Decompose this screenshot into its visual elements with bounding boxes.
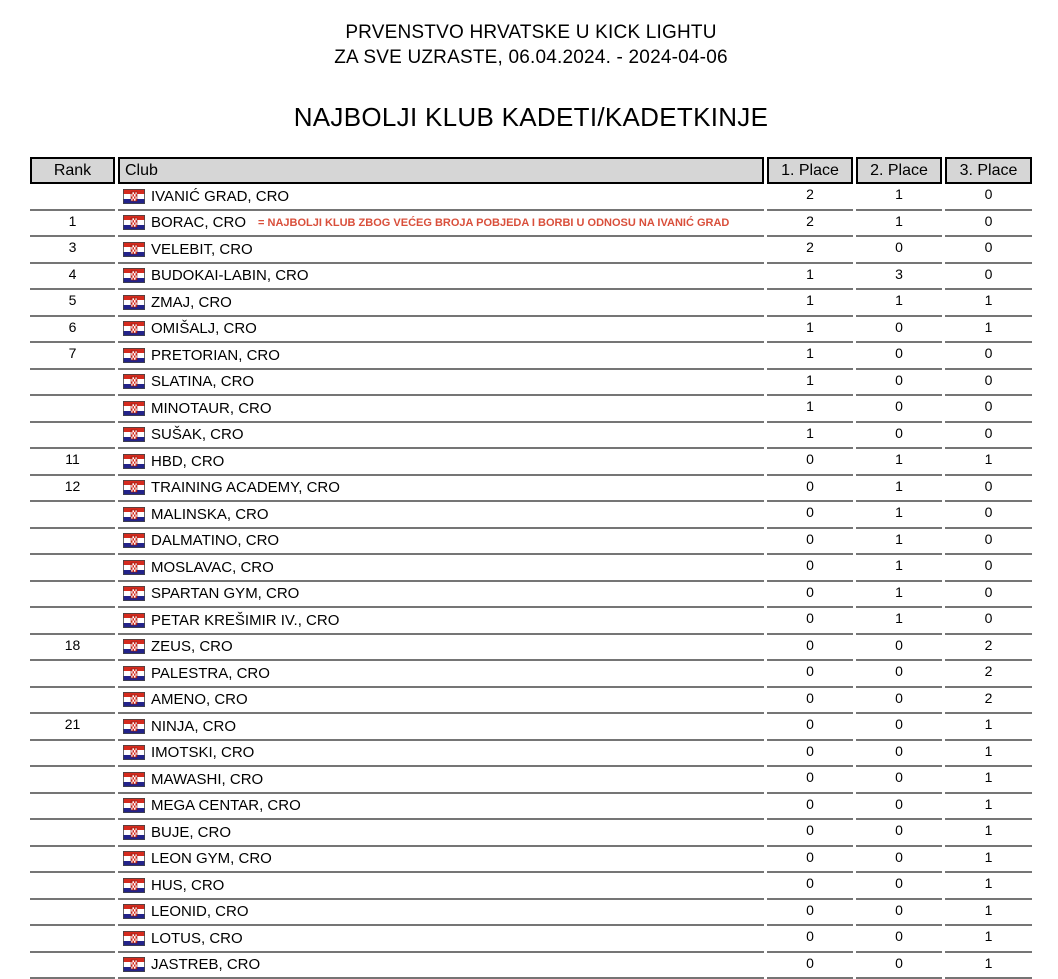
croatia-flag-icon bbox=[123, 931, 145, 946]
place2-cell: 0 bbox=[856, 714, 942, 741]
club-name: OMIŠALJ, CRO bbox=[151, 320, 257, 338]
rank-cell bbox=[30, 661, 115, 688]
place1-cell: 2 bbox=[767, 211, 853, 238]
place3-cell: 0 bbox=[945, 211, 1032, 238]
place2-cell: 1 bbox=[856, 529, 942, 556]
croatia-flag-icon bbox=[123, 586, 145, 601]
place3-cell: 1 bbox=[945, 714, 1032, 741]
place3-cell: 0 bbox=[945, 237, 1032, 264]
place1-cell: 0 bbox=[767, 529, 853, 556]
place2-cell: 0 bbox=[856, 926, 942, 953]
club-cell bbox=[118, 555, 764, 582]
club-name: BUDOKAI-LABIN, CRO bbox=[151, 267, 309, 285]
table-row bbox=[30, 290, 1032, 317]
place3-cell: 1 bbox=[945, 926, 1032, 953]
rank-cell: 11 bbox=[30, 449, 115, 476]
table-row bbox=[30, 688, 1032, 715]
table-row bbox=[30, 661, 1032, 688]
club-cell bbox=[118, 237, 764, 264]
place1-cell: 1 bbox=[767, 264, 853, 291]
place2-cell: 0 bbox=[856, 635, 942, 662]
place3-cell: 1 bbox=[945, 900, 1032, 927]
place3-cell: 2 bbox=[945, 661, 1032, 688]
place2-cell: 1 bbox=[856, 211, 942, 238]
table-row bbox=[30, 317, 1032, 344]
place1-cell: 0 bbox=[767, 608, 853, 635]
place3-cell: 1 bbox=[945, 847, 1032, 874]
place1-cell: 0 bbox=[767, 847, 853, 874]
club-cell bbox=[118, 476, 764, 503]
place1-cell: 0 bbox=[767, 714, 853, 741]
croatia-flag-icon bbox=[123, 189, 145, 204]
place2-cell: 1 bbox=[856, 582, 942, 609]
rank-cell bbox=[30, 926, 115, 953]
place1-cell: 1 bbox=[767, 317, 853, 344]
rank-cell bbox=[30, 582, 115, 609]
croatia-flag-icon bbox=[123, 374, 145, 389]
club-cell bbox=[118, 211, 764, 238]
rank-cell: 12 bbox=[30, 476, 115, 503]
club-cell bbox=[118, 741, 764, 768]
club-cell bbox=[118, 264, 764, 291]
croatia-flag-icon bbox=[123, 878, 145, 893]
club-name: PALESTRA, CRO bbox=[151, 664, 270, 682]
place1-cell: 0 bbox=[767, 820, 853, 847]
croatia-flag-icon bbox=[123, 851, 145, 866]
place2-cell: 0 bbox=[856, 317, 942, 344]
table-row bbox=[30, 423, 1032, 450]
place1-cell: 0 bbox=[767, 741, 853, 768]
page-title-line2: ZA SVE UZRASTE, 06.04.2024. - 2024-04-06 bbox=[334, 47, 728, 68]
place1-cell: 0 bbox=[767, 794, 853, 821]
club-cell bbox=[118, 370, 764, 397]
place1-cell: 1 bbox=[767, 343, 853, 370]
place1-cell: 2 bbox=[767, 237, 853, 264]
croatia-flag-icon bbox=[123, 613, 145, 628]
club-cell bbox=[118, 767, 764, 794]
place3-cell: 0 bbox=[945, 370, 1032, 397]
place2-cell: 0 bbox=[856, 794, 942, 821]
place2-cell: 1 bbox=[856, 476, 942, 503]
club-cell bbox=[118, 423, 764, 450]
croatia-flag-icon bbox=[123, 348, 145, 363]
rank-cell bbox=[30, 396, 115, 423]
place2-cell: 0 bbox=[856, 900, 942, 927]
club-name: TRAINING ACADEMY, CRO bbox=[151, 479, 340, 497]
club-cell bbox=[118, 449, 764, 476]
place1-cell: 0 bbox=[767, 555, 853, 582]
club-cell bbox=[118, 873, 764, 900]
club-name: MEGA CENTAR, CRO bbox=[151, 797, 301, 815]
club-name: JASTREB, CRO bbox=[151, 956, 261, 974]
place1-cell: 1 bbox=[767, 370, 853, 397]
rank-cell: 5 bbox=[30, 290, 115, 317]
page-title-line1: PRVENSTVO HRVATSKE U KICK LIGHTU bbox=[345, 22, 717, 43]
club-name: LEON GYM, CRO bbox=[151, 850, 272, 868]
club-name: ZEUS, CRO bbox=[151, 638, 233, 656]
place2-cell: 0 bbox=[856, 661, 942, 688]
rank-cell: 4 bbox=[30, 264, 115, 291]
club-name: MAWASHI, CRO bbox=[151, 770, 264, 788]
place3-cell: 1 bbox=[945, 873, 1032, 900]
table-row bbox=[30, 582, 1032, 609]
croatia-flag-icon bbox=[123, 268, 145, 283]
table-row bbox=[30, 343, 1032, 370]
place2-cell: 0 bbox=[856, 396, 942, 423]
place2-cell: 0 bbox=[856, 370, 942, 397]
place1-cell: 1 bbox=[767, 290, 853, 317]
table-body bbox=[30, 184, 1032, 979]
table-row bbox=[30, 476, 1032, 503]
croatia-flag-icon bbox=[123, 295, 145, 310]
place1-cell: 0 bbox=[767, 767, 853, 794]
place1-cell: 0 bbox=[767, 900, 853, 927]
club-name: AMENO, CRO bbox=[151, 691, 248, 709]
croatia-flag-icon bbox=[123, 904, 145, 919]
croatia-flag-icon bbox=[123, 454, 145, 469]
place1-cell: 1 bbox=[767, 423, 853, 450]
table-row bbox=[30, 502, 1032, 529]
rank-cell bbox=[30, 900, 115, 927]
rank-cell bbox=[30, 555, 115, 582]
place2-cell: 1 bbox=[856, 290, 942, 317]
rank-cell bbox=[30, 423, 115, 450]
club-name: MINOTAUR, CRO bbox=[151, 399, 272, 417]
place2-cell: 0 bbox=[856, 423, 942, 450]
place3-cell: 0 bbox=[945, 582, 1032, 609]
rank-cell bbox=[30, 608, 115, 635]
place1-cell: 0 bbox=[767, 635, 853, 662]
place3-cell: 2 bbox=[945, 635, 1032, 662]
club-name: NINJA, CRO bbox=[151, 717, 237, 735]
croatia-flag-icon bbox=[123, 772, 145, 787]
club-name: LOTUS, CRO bbox=[151, 929, 243, 947]
place2-cell: 0 bbox=[856, 873, 942, 900]
club-cell bbox=[118, 343, 764, 370]
place2-cell: 0 bbox=[856, 820, 942, 847]
column-header-place2: 2. Place bbox=[856, 157, 942, 184]
table-row bbox=[30, 926, 1032, 953]
place1-cell: 0 bbox=[767, 476, 853, 503]
croatia-flag-icon bbox=[123, 533, 145, 548]
rank-cell: 18 bbox=[30, 635, 115, 662]
club-name: MOSLAVAC, CRO bbox=[151, 558, 274, 576]
rank-cell: 21 bbox=[30, 714, 115, 741]
club-name: SPARTAN GYM, CRO bbox=[151, 585, 300, 603]
place3-cell: 1 bbox=[945, 794, 1032, 821]
club-cell bbox=[118, 396, 764, 423]
table-row bbox=[30, 184, 1032, 211]
place3-cell: 1 bbox=[945, 953, 1032, 979]
croatia-flag-icon bbox=[123, 242, 145, 257]
table-header-row bbox=[30, 157, 1032, 184]
place3-cell: 1 bbox=[945, 741, 1032, 768]
place3-cell: 2 bbox=[945, 688, 1032, 715]
place1-cell: 0 bbox=[767, 873, 853, 900]
club-cell bbox=[118, 926, 764, 953]
club-cell bbox=[118, 502, 764, 529]
table-row bbox=[30, 529, 1032, 556]
croatia-flag-icon bbox=[123, 666, 145, 681]
place2-cell: 0 bbox=[856, 688, 942, 715]
club-name: HBD, CRO bbox=[151, 452, 225, 470]
croatia-flag-icon bbox=[123, 957, 145, 972]
place2-cell: 0 bbox=[856, 767, 942, 794]
place3-cell: 0 bbox=[945, 502, 1032, 529]
table-row bbox=[30, 237, 1032, 264]
place1-cell: 0 bbox=[767, 926, 853, 953]
club-cell bbox=[118, 290, 764, 317]
croatia-flag-icon bbox=[123, 692, 145, 707]
club-name: SLATINA, CRO bbox=[151, 373, 255, 391]
club-cell bbox=[118, 794, 764, 821]
club-name: SUŠAK, CRO bbox=[151, 426, 244, 444]
club-name: IMOTSKI, CRO bbox=[151, 744, 255, 762]
croatia-flag-icon bbox=[123, 825, 145, 840]
croatia-flag-icon bbox=[123, 215, 145, 230]
table-row bbox=[30, 264, 1032, 291]
club-name: PETAR KREŠIMIR IV., CRO bbox=[151, 611, 340, 629]
place2-cell: 0 bbox=[856, 343, 942, 370]
place3-cell: 0 bbox=[945, 264, 1032, 291]
place3-cell: 0 bbox=[945, 476, 1032, 503]
place3-cell: 0 bbox=[945, 396, 1032, 423]
rank-cell: 7 bbox=[30, 343, 115, 370]
club-cell bbox=[118, 661, 764, 688]
club-name: ZMAJ, CRO bbox=[151, 293, 232, 311]
rank-cell bbox=[30, 370, 115, 397]
place1-cell: 0 bbox=[767, 449, 853, 476]
place2-cell: 1 bbox=[856, 555, 942, 582]
croatia-flag-icon bbox=[123, 639, 145, 654]
club-cell bbox=[118, 184, 764, 211]
rank-cell bbox=[30, 502, 115, 529]
croatia-flag-icon bbox=[123, 401, 145, 416]
place1-cell: 0 bbox=[767, 502, 853, 529]
column-header-club: Club bbox=[118, 157, 764, 184]
table-row bbox=[30, 847, 1032, 874]
club-name: HUS, CRO bbox=[151, 876, 225, 894]
table-row bbox=[30, 794, 1032, 821]
table-row bbox=[30, 953, 1032, 979]
place2-cell: 0 bbox=[856, 953, 942, 979]
table-row bbox=[30, 396, 1032, 423]
table-row bbox=[30, 767, 1032, 794]
rank-cell: 3 bbox=[30, 237, 115, 264]
table-row bbox=[30, 608, 1032, 635]
place1-cell: 0 bbox=[767, 582, 853, 609]
table-row bbox=[30, 449, 1032, 476]
club-name: PRETORIAN, CRO bbox=[151, 346, 280, 364]
place2-cell: 0 bbox=[856, 741, 942, 768]
croatia-flag-icon bbox=[123, 798, 145, 813]
rank-cell: 6 bbox=[30, 317, 115, 344]
place3-cell: 1 bbox=[945, 767, 1032, 794]
club-name: MALINSKA, CRO bbox=[151, 505, 269, 523]
club-name: DALMATINO, CRO bbox=[151, 532, 280, 550]
place3-cell: 1 bbox=[945, 317, 1032, 344]
section-subtitle: NAJBOLJI KLUB KADETI/KADETKINJE bbox=[293, 102, 769, 132]
rank-cell bbox=[30, 741, 115, 768]
table-row bbox=[30, 741, 1032, 768]
rank-cell bbox=[30, 953, 115, 979]
rank-cell bbox=[30, 873, 115, 900]
table-row bbox=[30, 714, 1032, 741]
croatia-flag-icon bbox=[123, 719, 145, 734]
column-header-place1: 1. Place bbox=[767, 157, 853, 184]
club-cell bbox=[118, 688, 764, 715]
column-header-place3: 3. Place bbox=[945, 157, 1032, 184]
croatia-flag-icon bbox=[123, 427, 145, 442]
club-name: LEONID, CRO bbox=[151, 903, 249, 921]
table-row bbox=[30, 211, 1032, 238]
rank-cell bbox=[30, 820, 115, 847]
place3-cell: 1 bbox=[945, 449, 1032, 476]
club-name: BORAC, CRO bbox=[151, 214, 247, 232]
club-cell bbox=[118, 582, 764, 609]
place1-cell: 0 bbox=[767, 953, 853, 979]
club-name: IVANIĆ GRAD, CRO bbox=[151, 187, 290, 205]
place3-cell: 0 bbox=[945, 529, 1032, 556]
place3-cell: 0 bbox=[945, 343, 1032, 370]
place2-cell: 1 bbox=[856, 449, 942, 476]
place2-cell: 1 bbox=[856, 184, 942, 211]
place2-cell: 3 bbox=[856, 264, 942, 291]
document-header bbox=[30, 0, 1032, 132]
croatia-flag-icon bbox=[123, 745, 145, 760]
croatia-flag-icon bbox=[123, 560, 145, 575]
croatia-flag-icon bbox=[123, 507, 145, 522]
croatia-flag-icon bbox=[123, 321, 145, 336]
rank-cell bbox=[30, 688, 115, 715]
club-note: = NAJBOLJI KLUB ZBOG VEĆEG BROJA POBJEDA I BORBI U ODNOSU NA IVANIĆ GRAD bbox=[258, 216, 730, 229]
club-cell bbox=[118, 847, 764, 874]
table-row bbox=[30, 900, 1032, 927]
place3-cell: 0 bbox=[945, 423, 1032, 450]
place1-cell: 0 bbox=[767, 661, 853, 688]
place1-cell: 1 bbox=[767, 396, 853, 423]
place1-cell: 2 bbox=[767, 184, 853, 211]
club-name: VELEBIT, CRO bbox=[151, 240, 253, 258]
club-cell bbox=[118, 714, 764, 741]
table-row bbox=[30, 820, 1032, 847]
place2-cell: 1 bbox=[856, 502, 942, 529]
place3-cell: 1 bbox=[945, 820, 1032, 847]
place2-cell: 0 bbox=[856, 847, 942, 874]
club-cell bbox=[118, 529, 764, 556]
croatia-flag-icon bbox=[123, 480, 145, 495]
place2-cell: 1 bbox=[856, 608, 942, 635]
place3-cell: 1 bbox=[945, 290, 1032, 317]
place3-cell: 0 bbox=[945, 608, 1032, 635]
rank-cell bbox=[30, 794, 115, 821]
place3-cell: 0 bbox=[945, 184, 1032, 211]
rank-cell bbox=[30, 529, 115, 556]
place1-cell: 0 bbox=[767, 688, 853, 715]
table-row bbox=[30, 555, 1032, 582]
club-cell bbox=[118, 900, 764, 927]
table-row bbox=[30, 873, 1032, 900]
table-row bbox=[30, 635, 1032, 662]
club-cell bbox=[118, 635, 764, 662]
rank-cell: 1 bbox=[30, 211, 115, 238]
club-cell bbox=[118, 608, 764, 635]
results-table bbox=[30, 157, 1032, 979]
column-header-rank: Rank bbox=[30, 157, 115, 184]
rank-cell bbox=[30, 184, 115, 211]
place3-cell: 0 bbox=[945, 555, 1032, 582]
rank-cell bbox=[30, 847, 115, 874]
rank-cell bbox=[30, 767, 115, 794]
club-cell bbox=[118, 820, 764, 847]
club-cell bbox=[118, 317, 764, 344]
table-row bbox=[30, 370, 1032, 397]
club-cell bbox=[118, 953, 764, 979]
club-name: BUJE, CRO bbox=[151, 823, 232, 841]
place2-cell: 0 bbox=[856, 237, 942, 264]
